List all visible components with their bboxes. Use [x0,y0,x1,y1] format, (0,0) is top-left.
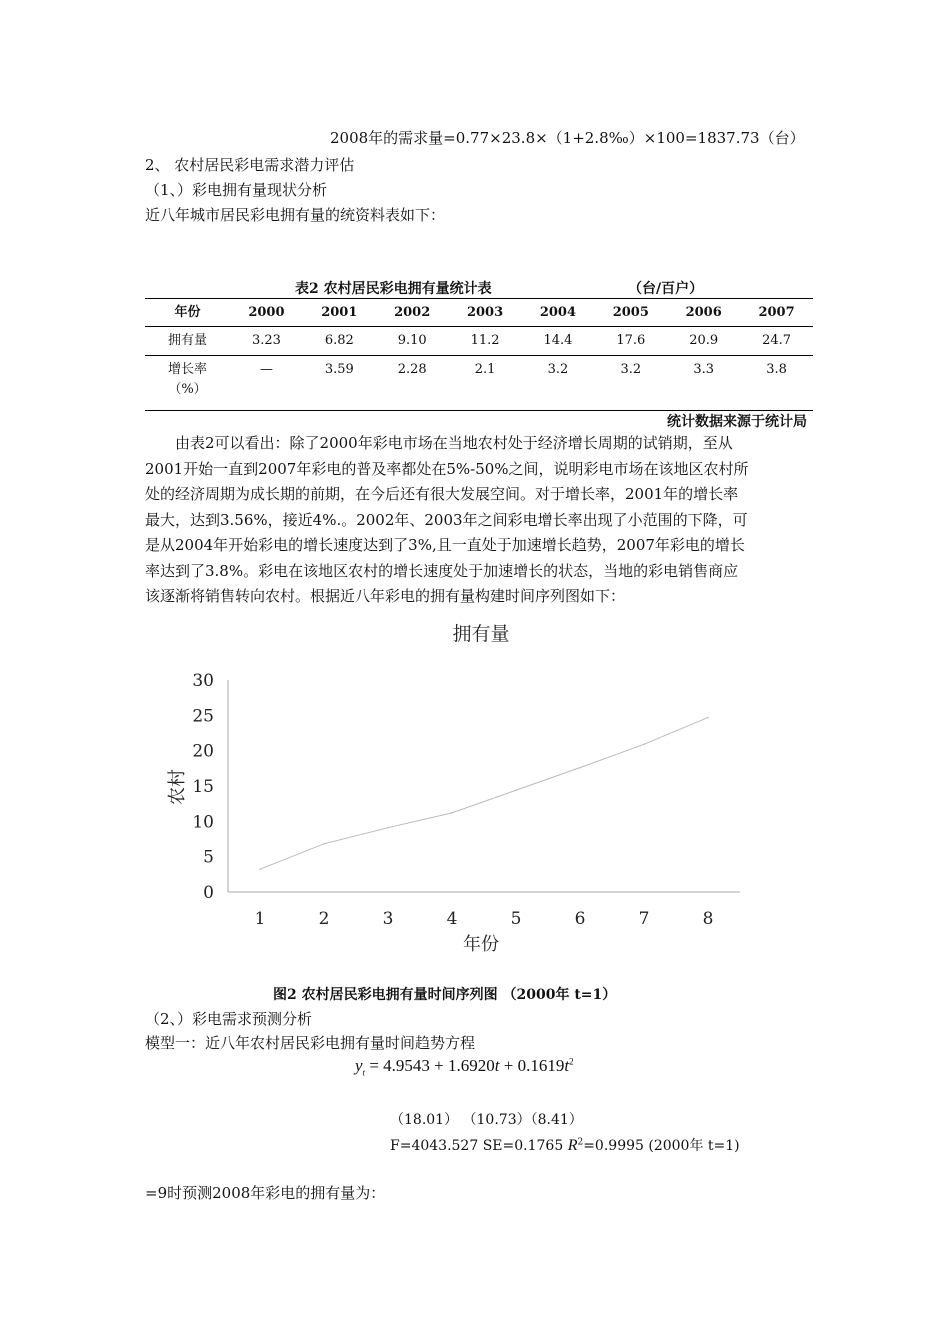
growth-unit: （%） [168,382,207,397]
table-cell: 2.28 [376,356,449,411]
table-cell: 3.2 [522,356,595,411]
x-axis-label: 年份 [463,934,499,955]
table-cell: 9.10 [376,327,449,356]
ownership-chart [140,612,760,967]
table-header-cell: 2002 [376,299,449,327]
y-tick-label: 25 [192,706,214,727]
analysis-line: 由表2可以看出：除了2000年彩电市场在当地农村处于经济增长周期的试销期，至从 [175,434,733,452]
r2-symbol: R [567,1137,578,1154]
subsection-heading: （1、）彩电拥有量现状分析 [145,181,328,199]
y-tick-label: 30 [192,671,214,691]
table-row [145,327,813,356]
eq-t2: t [564,1056,570,1075]
table-cell: — [230,356,303,411]
prediction-line: =9时预测2008年彩电的拥有量为： [145,1184,386,1202]
data-point [259,868,261,870]
table-header-cell: 2007 [740,299,813,327]
y-tick-label: 10 [192,812,214,833]
table-cell: 17.6 [594,327,667,356]
table-cell: 14.4 [522,327,595,356]
series-line [260,717,708,869]
x-axis-ticks [255,909,714,929]
analysis-paragraph [145,431,807,610]
x-tick-label: 6 [574,909,586,929]
table-header-cell: 2000 [230,299,303,327]
data-point [643,744,645,746]
table-title: 表2 农村居民彩电拥有量统计表 [295,281,492,297]
x-tick-label: 7 [638,909,650,929]
table-unit: （台/百户） [628,281,704,297]
eq-y: y [355,1056,363,1075]
t-statistics: （18.01） （10.73）（8.41） [390,1112,583,1128]
r2-exponent: 2 [577,1137,584,1148]
x-tick-label: 4 [446,909,458,929]
y-tick-label: 15 [192,777,214,797]
table-cell: 3.59 [303,356,376,411]
section-heading: 2、 农村居民彩电需求潜力评估 [145,156,355,174]
table-header-cell: 2004 [522,299,595,327]
x-tick-label: 2 [318,909,330,929]
analysis-line: 率达到了3.8%。彩电在该地区农村的增长速度处于加速增长的状态，当地的彩电销售商应 [145,561,739,580]
chart-title: 拥有量 [452,623,510,645]
growth-label: 增长率 [167,362,207,377]
data-points [259,717,709,870]
data-point [707,717,709,719]
chart-caption: 图2 农村居民彩电拥有量时间序列图 （2000年 t=1） [273,987,617,1003]
data-point [515,789,517,791]
table-header-row [145,299,813,327]
r2-value: =0.9995 (2000年 t=1) [583,1138,740,1154]
table-cell: 11.2 [449,327,522,356]
table-cell: 3.2 [594,356,667,411]
table-source: 统计数据来源于统计局 [667,414,807,430]
y-tick-label: 0 [203,883,214,903]
demand-2008-line: 2008年的需求量=0.77×23.8×（1+2.8‰）×100=1837.73（台） [330,129,805,147]
table-cell: 6.82 [303,327,376,356]
table-header-cell: 年份 [145,299,230,327]
x-tick-label: 1 [254,909,266,929]
analysis-line: 最大，达到3.56%，接近4%.。2002年、2003年之间彩电增长率出现了小范围的下降，可 [145,510,748,529]
table-cell: 3.3 [667,356,740,411]
table-row-label: 拥有量 [145,327,230,356]
y-tick-label: 5 [203,847,214,868]
analysis-line: 处的经济周期为成长期的前期，在今后还有很大发展空间。对于增长率，2001年的增长率 [145,485,739,503]
eq-mid: + 0.1619 [499,1056,565,1075]
table-row-label [145,356,230,411]
table-cell: 3.23 [230,327,303,356]
x-tick-label: 8 [702,909,714,929]
table-header-cell: 2006 [667,299,740,327]
f-se-stats: F=4043.527 SE=0.1765 [390,1138,568,1154]
table-header-cell: 2001 [303,299,376,327]
x-tick-label: 5 [510,909,522,929]
x-tick-label: 3 [382,909,394,929]
y-tick-label: 20 [192,741,214,762]
table-cell: 2.1 [449,356,522,411]
subsection-heading-2: （2、）彩电需求预测分析 [145,1010,313,1028]
data-point [451,812,453,814]
table-header-cell: 2003 [449,299,522,327]
eq-t1: t [494,1056,500,1075]
stats-table [145,298,813,411]
data-point [387,827,389,829]
eq-const: = 4.9543 + 1.6920 [365,1056,495,1075]
table-row [145,356,813,411]
table-cell: 20.9 [667,327,740,356]
trend-equation [355,1056,574,1077]
model-heading: 模型一：近八年农村居民彩电拥有量时间趋势方程 [145,1034,476,1052]
table-cell: 24.7 [740,327,813,356]
table-header-cell: 2005 [594,299,667,327]
analysis-line: 该逐渐将销售转向农村。根据近八年彩电的拥有量构建时间序列图如下： [145,587,626,605]
analysis-line: 2001开始一直到2007年彩电的普及率都处在5%-50%之间，说明彩电市场在该地区农村所 [145,459,749,478]
y-axis-label: 农村 [167,769,188,805]
eq-exp: 2 [569,1056,574,1067]
table-cell: 3.8 [740,356,813,411]
data-point [579,767,581,769]
data-point [323,843,325,845]
intro-line: 近八年城市居民彩电拥有量的统资料表如下： [145,206,446,224]
analysis-line: 是从2004年开始彩电的增长速度达到了3%,且一直处于加速增长趋势，2007年彩电的增长 [145,536,745,554]
eq-sub: t [362,1067,366,1078]
fit-statistics [390,1135,740,1155]
y-axis-ticks [192,671,214,903]
